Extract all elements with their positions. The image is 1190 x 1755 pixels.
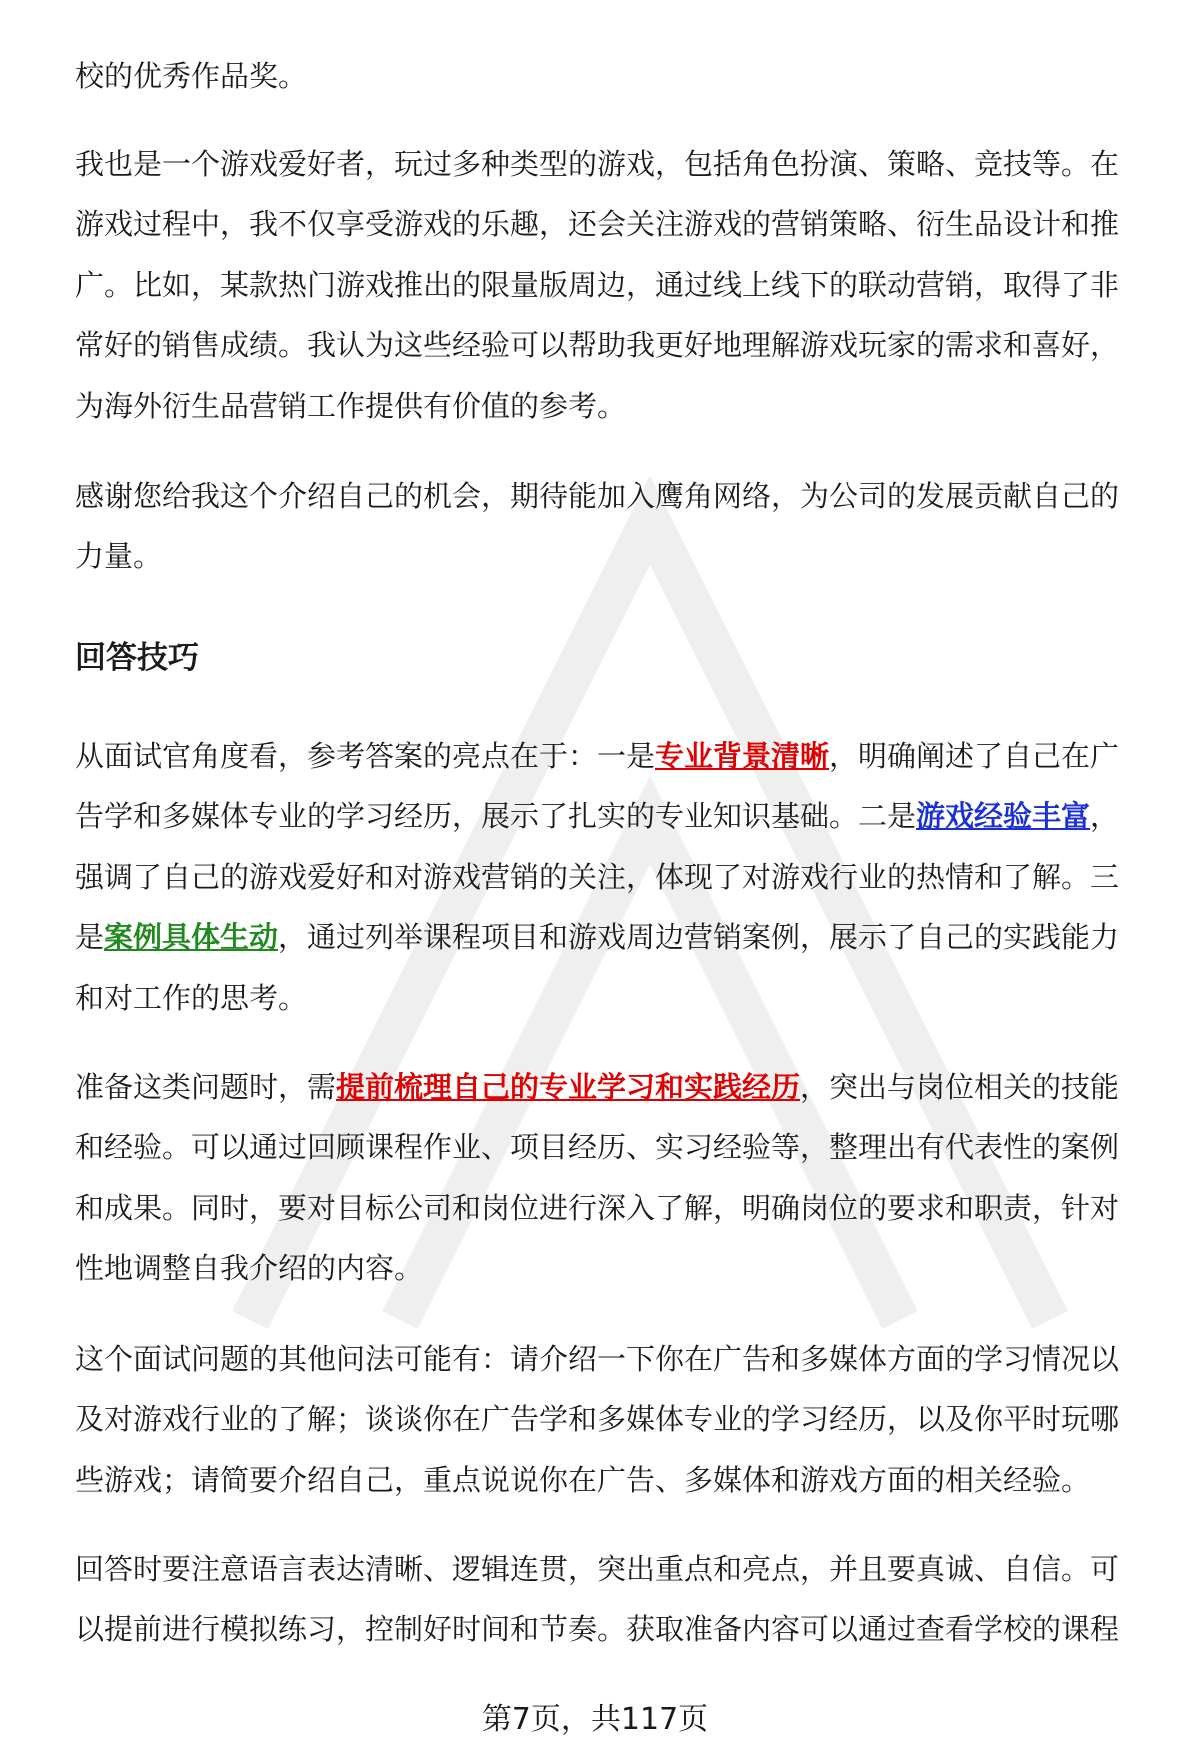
text-segment: 告学和多媒体专业的学习经历，展示了扎实的专业知识基础。二是: [75, 799, 917, 834]
text-line: [75, 134, 1165, 194]
text-segment: 力量。: [75, 539, 163, 574]
text-segment: 广。比如，某款热门游戏推出的限量版周边，通过线上线下的联动营销，取得了非: [75, 267, 1120, 302]
page-number: 第7页，共117页: [481, 1702, 709, 1737]
text-line: [75, 376, 1165, 436]
text-segment: 准备这类问题时，需: [75, 1070, 337, 1104]
text-segment: 游戏过程中，我不仅享受游戏的乐趣，还会关注游戏的营销策略、衍生品设计和推: [75, 207, 1120, 242]
text-segment: 和经验。可以通过回顾课程作业、项目经历、实习经验等，整理出有代表性的案例: [75, 1130, 1120, 1165]
highlight-text: 游戏经验丰富: [916, 799, 1091, 834]
text-segment: 些游戏；请简要介绍自己，重点说说你在广告、多媒体和游戏方面的相关经验。: [75, 1462, 1091, 1497]
text-line: [75, 1238, 1165, 1298]
highlight-text: 专业背景清晰: [655, 739, 830, 773]
highlight-text: 案例具体生动: [104, 920, 279, 955]
paragraph: [75, 46, 1165, 106]
paragraph: [75, 1329, 1165, 1510]
text-segment: 及对游戏行业的了解；谈谈你在广告学和多媒体专业的学习经历，以及你平时玩哪: [75, 1402, 1120, 1437]
text-line: [75, 786, 1165, 846]
paragraph: [75, 1057, 1165, 1299]
text-line: [75, 194, 1165, 254]
text-line: [75, 1539, 1165, 1599]
text-line: [75, 46, 1165, 106]
text-line: [75, 726, 1165, 786]
text-line: [75, 1599, 1165, 1659]
text-segment: 性地调整自我介绍的内容。: [75, 1251, 424, 1286]
text-segment: 强调了自己的游戏爱好和对游戏营销的关注，体现了对游戏行业的热情和了解。三: [75, 859, 1120, 894]
text-segment: 为海外衍生品营销工作提供有价值的参考。: [75, 388, 627, 423]
text-segment: ，: [1090, 799, 1120, 834]
text-segment: ，突出与岗位相关的技能: [800, 1070, 1120, 1104]
text-segment: 这个面试问题的其他问法可能有：请介绍一下你在广告和多媒体方面的学习情况以: [75, 1342, 1120, 1376]
text-line: [75, 847, 1165, 907]
paragraph: [75, 466, 1165, 587]
text-line: [75, 1057, 1165, 1117]
text-segment: 是: [75, 920, 105, 955]
text-line: [75, 968, 1165, 1028]
text-line: [75, 1450, 1165, 1510]
text-segment: 回答时要注意语言表达清晰、逻辑连贯，突出重点和亮点，并且要真诚、自信。可: [75, 1552, 1120, 1586]
text-segment: 以提前进行模拟练习，控制好时间和节奏。获取准备内容可以通过查看学校的课程: [75, 1612, 1120, 1647]
text-line: [75, 1178, 1165, 1238]
text-segment: ，明确阐述了自己在广: [829, 739, 1120, 773]
text-segment: 常好的销售成绩。我认为这些经验可以帮助我更好地理解游戏玩家的需求和喜好，: [75, 328, 1120, 363]
highlight-text: 提前梳理自己的专业学习和实践经历: [336, 1070, 801, 1104]
text-line: [75, 466, 1165, 526]
text-line: [75, 255, 1165, 315]
text-line: [75, 1117, 1165, 1177]
text-line: [75, 526, 1165, 586]
text-line: [75, 315, 1165, 375]
section-heading: 回答技巧: [75, 640, 199, 676]
paragraph: [75, 726, 1165, 1028]
text-segment: 从面试官角度看，参考答案的亮点在于：一是: [75, 739, 656, 773]
text-segment: ，通过列举课程项目和游戏周边营销案例，展示了自己的实践能力: [278, 920, 1120, 955]
paragraph: [75, 134, 1165, 436]
text-segment: 和对工作的思考。: [75, 980, 308, 1015]
paragraph: [75, 1539, 1165, 1660]
text-line: [75, 1329, 1165, 1389]
text-line: [75, 1389, 1165, 1449]
text-line: [75, 907, 1165, 967]
text-segment: 和成果。同时，要对目标公司和岗位进行深入了解，明确岗位的要求和职责，针对: [75, 1190, 1120, 1225]
text-segment: 感谢您给我这个介绍自己的机会，期待能加入鹰角网络，为公司的发展贡献自己的: [75, 479, 1120, 513]
text-segment: 校的优秀作品奖。: [75, 59, 308, 93]
text-segment: 我也是一个游戏爱好者，玩过多种类型的游戏，包括角色扮演、策略、竞技等。在: [75, 147, 1120, 181]
